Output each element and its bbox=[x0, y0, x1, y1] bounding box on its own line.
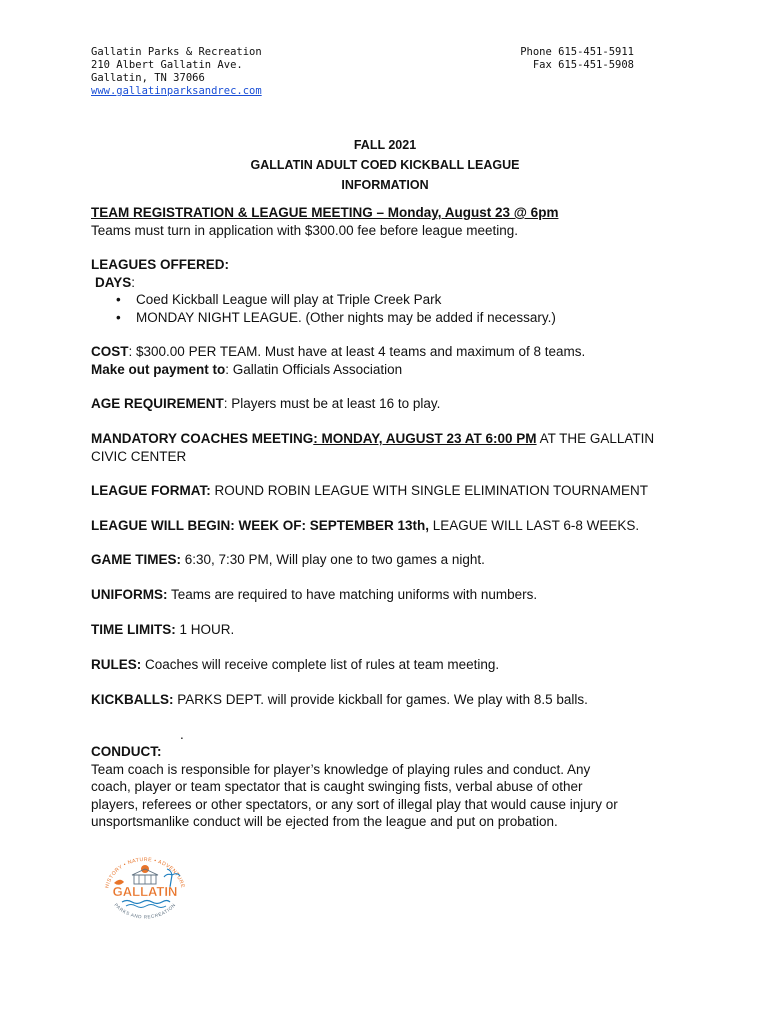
cost-section bbox=[91, 343, 691, 378]
uniforms-section bbox=[91, 586, 691, 604]
conduct-text-line: Team coach is responsible for player’s knowledge of playing rules and conduct. Any bbox=[91, 761, 591, 777]
age-section bbox=[91, 395, 691, 413]
bullet-icon: • bbox=[116, 292, 121, 307]
leagues-section bbox=[91, 256, 691, 326]
title-subtitle: INFORMATION bbox=[341, 178, 429, 192]
conduct-label: CONDUCT: bbox=[91, 744, 162, 759]
logo-arc-bottom-text: PARKS AND RECREATION bbox=[113, 902, 177, 920]
list-item bbox=[91, 309, 691, 327]
days-line bbox=[91, 274, 691, 292]
game-times-section bbox=[91, 551, 691, 569]
conduct-text-line: coach, player or team spectator that is caught swinging fists, verbal abuse of other bbox=[91, 779, 583, 794]
stray-period: . bbox=[180, 727, 184, 742]
days-label: DAYS bbox=[95, 274, 132, 290]
fax-number: Fax 615-451-5908 bbox=[532, 59, 634, 71]
uniforms-label: UNIFORMS: bbox=[91, 587, 168, 602]
bullet-icon: • bbox=[116, 309, 121, 325]
coaches-meeting-location-cont: CIVIC CENTER bbox=[91, 448, 187, 464]
time-limits-section bbox=[91, 621, 691, 639]
format-text: ROUND ROBIN LEAGUE WITH SINGLE ELIMINATION TOURNAMENT bbox=[210, 483, 649, 498]
game-times-line bbox=[91, 551, 691, 569]
format-label: LEAGUE FORMAT: bbox=[91, 483, 211, 498]
website-link[interactable]: www.gallatinparksandrec.com bbox=[91, 85, 262, 97]
title-league: GALLATIN ADULT COED KICKBALL LEAGUE bbox=[250, 158, 520, 172]
age-label: AGE REQUIREMENT bbox=[91, 396, 224, 411]
days-colon: : bbox=[131, 274, 136, 290]
conduct-section bbox=[91, 743, 691, 831]
payment-line bbox=[91, 361, 691, 379]
time-limits-text: 1 HOUR. bbox=[175, 622, 235, 637]
coaches-meeting-section bbox=[91, 430, 691, 465]
registration-heading: TEAM REGISTRATION & LEAGUE MEETING – Monday, August 23 @ 6pm bbox=[91, 205, 559, 220]
age-line bbox=[91, 395, 691, 413]
conduct-text-line: unsportsmanlike conduct will be ejected from the league and put on probation. bbox=[91, 814, 558, 829]
uniforms-line bbox=[91, 586, 691, 604]
header-address-block bbox=[91, 46, 262, 98]
title-season: FALL 2021 bbox=[353, 138, 417, 152]
leagues-heading: LEAGUES OFFERED: bbox=[91, 257, 230, 272]
kickballs-section bbox=[91, 691, 691, 709]
kickballs-text: PARKS DEPT. will provide kickball for games. We play with 8.5 balls. bbox=[173, 692, 588, 707]
water-waves-icon bbox=[122, 901, 170, 908]
rules-line bbox=[91, 656, 691, 674]
payment-text: : Gallatin Officials Association bbox=[225, 361, 403, 377]
rules-label: RULES: bbox=[91, 657, 142, 672]
org-name: Gallatin Parks & Recreation bbox=[91, 46, 262, 58]
coaches-meeting-line bbox=[91, 430, 691, 448]
game-times-label: GAME TIMES: bbox=[91, 552, 181, 567]
coaches-meeting-label: MANDATORY COACHES MEETING bbox=[91, 431, 314, 446]
kickballs-line bbox=[91, 691, 691, 709]
payment-label: Make out payment to bbox=[91, 361, 226, 377]
coaches-meeting-date: : MONDAY, AUGUST 23 AT 6:00 PM bbox=[313, 431, 537, 446]
registration-text: Teams must turn in application with $300.00 fee before league meeting. bbox=[91, 222, 519, 238]
cost-text: : $300.00 PER TEAM. Must have at least 4 teams and maximum of 8 teams. bbox=[128, 344, 586, 359]
rules-section bbox=[91, 656, 691, 674]
age-text: : Players must be at least 16 to play. bbox=[223, 396, 441, 411]
svg-text:PARKS AND RECREATION bbox=[113, 902, 176, 919]
game-times-text: 6:30, 7:30 PM, Will play one to two games a night. bbox=[181, 552, 485, 567]
format-line bbox=[91, 482, 691, 500]
conduct-text-line: players, referees or other spectators, or any sort of illegal play that would cause injury or bbox=[91, 796, 618, 812]
registration-section bbox=[91, 204, 691, 239]
cost-line bbox=[91, 343, 691, 361]
logo-name: GALLATIN bbox=[112, 884, 178, 899]
uniforms-text: Teams are required to have matching uniforms with numbers. bbox=[167, 587, 538, 602]
list-item-text: Coed Kickball League will play at Triple Creek Park bbox=[136, 292, 442, 307]
list-item bbox=[91, 291, 691, 309]
header-contact-block bbox=[520, 46, 634, 72]
coaches-meeting-location: AT THE GALLATIN bbox=[536, 431, 655, 446]
time-limits-line bbox=[91, 621, 691, 639]
gallatin-parks-logo bbox=[100, 853, 190, 925]
cost-label: COST bbox=[91, 344, 129, 359]
document-title bbox=[0, 135, 770, 195]
phone-number: Phone 615-451-5911 bbox=[520, 46, 634, 58]
kickballs-label: KICKBALLS: bbox=[91, 692, 174, 707]
time-limits-label: TIME LIMITS: bbox=[91, 622, 176, 637]
city-state-zip: Gallatin, TN 37066 bbox=[91, 72, 205, 84]
begin-line bbox=[91, 517, 691, 535]
logo-arc-top-text: HISTORY • NATURE • ADVENTURE bbox=[104, 856, 186, 889]
rules-text: Coaches will receive complete list of rules at team meeting. bbox=[141, 657, 500, 672]
begin-section bbox=[91, 517, 691, 535]
leagues-list bbox=[91, 291, 691, 326]
format-section bbox=[91, 482, 691, 500]
street-address: 210 Albert Gallatin Ave. bbox=[91, 59, 243, 71]
begin-text: LEAGUE WILL LAST 6-8 WEEKS. bbox=[429, 518, 640, 533]
begin-label: LEAGUE WILL BEGIN: WEEK OF: SEPTEMBER 13th, bbox=[91, 518, 430, 533]
list-item-text: MONDAY NIGHT LEAGUE. (Other nights may be added if necessary.) bbox=[136, 309, 556, 325]
